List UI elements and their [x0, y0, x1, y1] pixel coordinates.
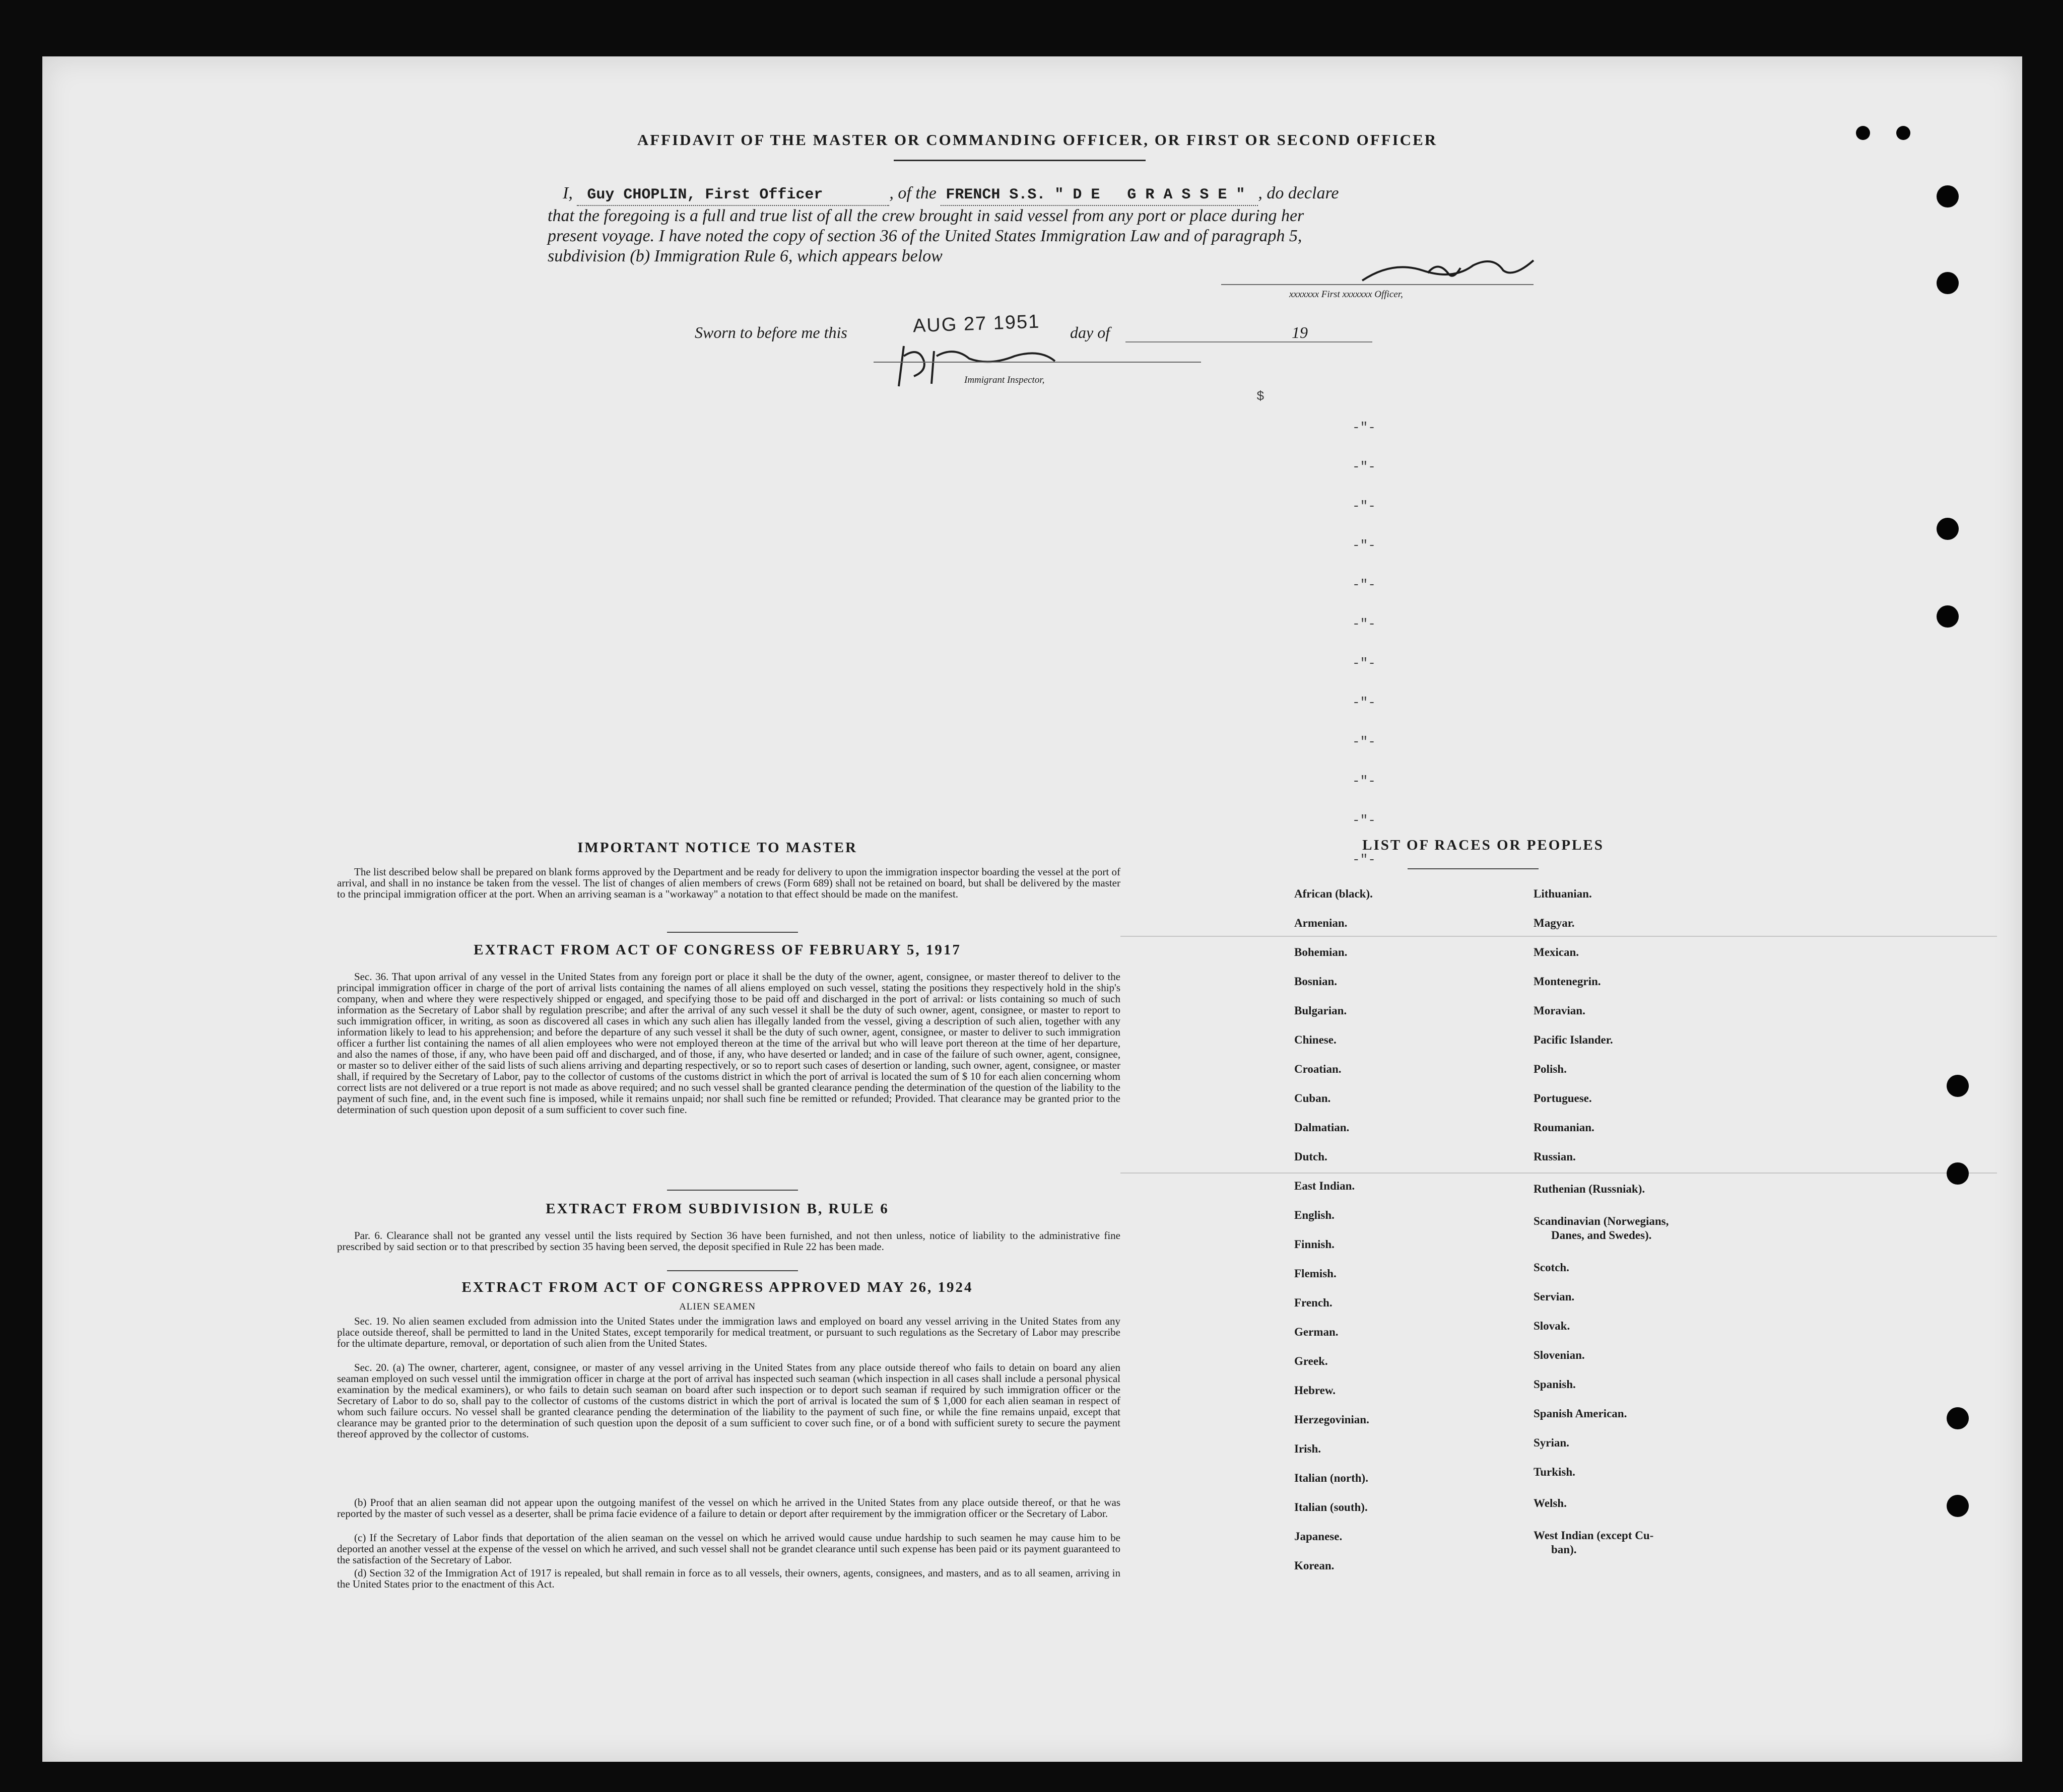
race-item: Cuban.	[1294, 1092, 1331, 1105]
punch-hole	[1947, 1075, 1969, 1097]
race-item: Finnish.	[1294, 1238, 1335, 1251]
notice-text: The list described below shall be prepared on blank forms approved by the Department and be ready for delivery to upon the immigration inspector boarding the vessel at the port of arrival, and shall in no instance be taken from the vessel. The list of changes of alien members of crews (Form 689) shall not be retained on board, but shall be delivered by the master to the principal immigration officer at the port. When an arriving seaman is a "workaway" a notation to that effect should be made on the manifest.	[337, 866, 1120, 900]
race-item: French.	[1294, 1296, 1333, 1309]
race-item: Lithuanian.	[1534, 887, 1592, 900]
section-divider	[667, 1190, 798, 1191]
affidavit-title: AFFIDAVIT OF THE MASTER OR COMMANDING OFFICER, OR FIRST OR SECOND OFFICER	[637, 131, 1438, 149]
ditto-mark: -"-	[1352, 459, 1376, 474]
month-blank	[1125, 341, 1317, 342]
inspector-caption: Immigrant Inspector,	[964, 375, 1045, 385]
race-item: Hebrew.	[1294, 1384, 1336, 1397]
race-item: Croatian.	[1294, 1063, 1342, 1075]
race-item: Slovenian.	[1534, 1349, 1585, 1361]
race-item: Italian (north).	[1294, 1472, 1368, 1484]
punch-hole	[1937, 185, 1959, 208]
race-item: ban).	[1551, 1543, 1577, 1556]
punch-hole	[1947, 1407, 1969, 1429]
race-item: Portuguese.	[1534, 1092, 1592, 1105]
punch-hole	[1856, 126, 1870, 140]
rule6-title: EXTRACT FROM SUBDIVISION B, RULE 6	[546, 1201, 889, 1217]
race-item: Russian.	[1534, 1150, 1576, 1163]
race-item: Scandinavian (Norwegians,	[1534, 1215, 1669, 1227]
ditto-mark: -"-	[1352, 695, 1376, 710]
punch-hole	[1947, 1495, 1969, 1517]
punch-hole	[1947, 1162, 1969, 1185]
inspector-signature-line	[874, 362, 1201, 363]
alien-seamen-subtitle: ALIEN SEAMEN	[679, 1301, 756, 1312]
race-item: Japanese.	[1294, 1530, 1343, 1543]
sworn-text: Sworn to before me this	[695, 323, 847, 341]
race-item: Servian.	[1534, 1290, 1575, 1303]
ditto-mark: -"-	[1352, 734, 1376, 749]
punch-hole	[1937, 518, 1959, 540]
declaration-do-declare: , do declare	[1258, 184, 1339, 202]
title-underline	[894, 160, 1146, 161]
punch-hole	[1896, 126, 1910, 140]
race-item: Greek.	[1294, 1355, 1328, 1367]
declaration-line-4: subdivision (b) Immigration Rule 6, which appears below	[548, 247, 943, 265]
race-item: Danes, and Swedes).	[1551, 1229, 1652, 1242]
races-title-underline	[1408, 868, 1539, 869]
manifest-sheet	[42, 56, 2022, 1762]
declaration-pronoun: I,	[563, 184, 573, 202]
year-prefix: 19	[1292, 323, 1308, 341]
extract-1917-title: EXTRACT FROM ACT OF CONGRESS OF FEBRUARY 5, 1917	[474, 942, 961, 958]
race-item: Irish.	[1294, 1442, 1321, 1455]
bleed-through-header	[365, 87, 1725, 107]
sec20b-text: (b) Proof that an alien seaman did not appear upon the outgoing manifest of the vessel on which he arrived in the United States from any place outside thereof, or that he was reported by the master of such vessel as a deserter, shall be prima facie evidence of a failure to detain or deport after requirement by the immigration officer or the Secretary of Labor.	[337, 1496, 1120, 1520]
year-blank	[1312, 341, 1372, 342]
ditto-mark: -"-	[1352, 616, 1376, 632]
punch-hole	[1937, 272, 1959, 294]
day-of-text: day of	[1070, 323, 1110, 341]
race-item: Spanish American.	[1534, 1407, 1627, 1420]
race-item: Pacific Islander.	[1534, 1033, 1613, 1046]
race-item: Welsh.	[1534, 1497, 1567, 1509]
section-divider	[667, 932, 798, 933]
race-item: German.	[1294, 1326, 1339, 1338]
ditto-mark: -"-	[1352, 774, 1376, 789]
fold-line	[1120, 936, 1997, 937]
punch-hole	[1937, 605, 1959, 628]
race-item: Magyar.	[1534, 917, 1575, 929]
race-item: East Indian.	[1294, 1180, 1355, 1192]
declaration-of-the: , of the	[889, 184, 937, 202]
ditto-mark: -"-	[1352, 813, 1376, 828]
race-item: Polish.	[1534, 1063, 1567, 1075]
race-item: Italian (south).	[1294, 1501, 1368, 1513]
race-item: Dalmatian.	[1294, 1121, 1350, 1134]
dollar-mark: $	[1256, 389, 1265, 404]
race-item: West Indian (except Cu-	[1534, 1529, 1654, 1542]
extract-1917-text: Sec. 36. That upon arrival of any vessel in the United States from any foreign port or place it shall be the duty of the owner, agent, consignee, or master thereof to deliver to the principal immigration officer in charge of the port of arrival lists containing the names of all aliens employed on such vessel, stating the positions they respectively hold in the ship's company, when and where they were respectively shipped or engaged, and specifying those to be paid off and discharged in the port of arrival: or lists containing so much of such information as the Secretary of Labor shall by regulation prescribe; and after the arrival of any such vessel it shall be the duty of such owner, agent, consignee, or master to report to such immigration officer, in writing, as soon as discovered all cases in which any such alien has illegally landed from the vessel, giving a description of such alien, together with any information likely to lead to his apprehension; and before the departure of any such vessel it shall be the duty of such owner, agent, consignee, or master to deliver to such immigration officer a further list containing the names of all alien employees who were not employed thereon at the time of the arrival but who will leave port thereon at the time of her departure, and also the names of those, if any, who have been paid off and discharged, and of those, if any, who have deserted or landed; and in case of the failure of such owner, agent, consignee, or master so to deliver either of the said lists of such aliens arriving and departing respectively, or so to report such cases of desertion or landing, such owner, agent, consignee, or master shall, if required by the Secretary of Labor, pay to the collector of customs of the customs district in which the port of arrival is located the sum of $ 10 for each alien concerning whom correct lists are not delivered or a true report is not made as above required; and no such vessel shall be granted clearance pending the determination of the question of the liability to the payment of such fine, and, in the event such fine is imposed, while it remains unpaid; nor shall such fine be remitted or refunded; Provided. That clearance may be granted prior to the determination of such question upon deposit of a sum sufficient to cover such fine.	[337, 971, 1120, 1116]
race-item: Ruthenian (Russniak).	[1534, 1183, 1645, 1195]
extract-1924-title: EXTRACT FROM ACT OF CONGRESS APPROVED MAY 26, 1924	[461, 1279, 973, 1295]
race-item: Dutch.	[1294, 1150, 1327, 1163]
race-item: Montenegrin.	[1534, 975, 1601, 988]
race-item: Mexican.	[1534, 946, 1579, 958]
declaration-line-3: present voyage. I have noted the copy of section 36 of the United States Immigration Law and of paragraph 5,	[548, 227, 1302, 245]
declaration-line-1	[548, 183, 1545, 206]
rule6-text: Par. 6. Clearance shall not be granted any vessel until the lists required by Section 36 have been furnished, and not then unless, notice of liability to the administrative fine prescribed by said section or to that prescribed by section 35 having been served, the deposit specified in Rule 22 has been made.	[337, 1229, 1120, 1253]
race-item: English.	[1294, 1209, 1335, 1221]
race-item: Flemish.	[1294, 1267, 1337, 1280]
officer-caption: xxxxxxx First xxxxxxx Officer,	[1289, 289, 1403, 300]
race-item: African (black).	[1294, 887, 1373, 900]
section-divider	[667, 1270, 798, 1271]
officer-name-field: Guy CHOPLIN, First Officer	[577, 185, 889, 206]
race-item: Armenian.	[1294, 917, 1348, 929]
vessel-name-field: FRENCH S.S. " D E G R A S S E "	[941, 185, 1258, 206]
declaration-line-2: that the foregoing is a full and true list of all the crew brought in said vessel from any port or place during her	[548, 206, 1304, 225]
race-item: Slovak.	[1534, 1320, 1570, 1332]
race-item: Scotch.	[1534, 1261, 1569, 1274]
date-stamp: AUG 27 1951	[912, 311, 1040, 337]
ditto-mark: -"-	[1352, 538, 1376, 553]
race-item: Bulgarian.	[1294, 1004, 1347, 1017]
race-item: Bohemian.	[1294, 946, 1348, 958]
sec20a-text: Sec. 20. (a) The owner, charterer, agent, consignee, or master of any vessel arriving in the United States from any place outside thereof who fails to detain on board any alien seaman employed on such vessel until the immigration officer in charge at the port of arrival has inspected such seaman (which inspection in all cases shall include a personal physical examination by the medical examiners), or who fails to detain such seaman on board after such inspection or to deport such seaman if required by such immigration officer or the Secretary of Labor to do so, shall pay to the collector of customs of the customs district in which the port of arrival is located the sum of $ 1,000 for each alien seaman in respect of whom such failure occurs. No vessel shall be granted clearance pending the determination of the liability to the payment of such fine, or while the fine remains unpaid, except that clearance may be granted prior to the determination of such question upon the deposit of a sum sufficient to cover such fine, or of a bond with sufficient surety to secure the payment thereof approved by the collector of customs.	[337, 1361, 1120, 1440]
race-item: Herzegovinian.	[1294, 1413, 1369, 1426]
race-item: Bosnian.	[1294, 975, 1338, 988]
races-title: LIST OF RACES OR PEOPLES	[1362, 837, 1604, 853]
ditto-mark: -"-	[1352, 499, 1376, 514]
race-item: Roumanian.	[1534, 1121, 1594, 1134]
ditto-mark: -"-	[1352, 577, 1376, 592]
sec20c-text: (c) If the Secretary of Labor finds that deportation of the alien seaman on the vessel on which he arrived would cause undue hardship to such seamen he may cause him to be deported an another vessel at the expense of the vessel on which he arrived, and such vessel shall not be grandet clearance until such expense has been paid or its payment guaranteed to the satisfaction of the Secretary of Labor.	[337, 1532, 1120, 1566]
race-item: Turkish.	[1534, 1466, 1575, 1478]
ditto-mark: -"-	[1352, 852, 1376, 867]
notice-title: IMPORTANT NOTICE TO MASTER	[577, 840, 857, 856]
race-item: Syrian.	[1534, 1436, 1569, 1449]
race-item: Moravian.	[1534, 1004, 1585, 1017]
race-item: Korean.	[1294, 1559, 1335, 1572]
ditto-mark: -"-	[1352, 420, 1376, 435]
race-item: Spanish.	[1534, 1378, 1576, 1391]
fold-line	[1120, 1173, 1997, 1174]
officer-signature-line	[1221, 284, 1534, 285]
race-item: Chinese.	[1294, 1033, 1337, 1046]
sec19-text: Sec. 19. No alien seamen excluded from admission into the United States under the immigration laws and employed on board any vessel arriving in the United States from any place outside thereof, shall be permitted to land in the United States, except temporarily for medical treatment, or pursuant to such regulations as the Secretary of Labor may prescribe for the ultimate departure, removal, or deportation of such alien from the United States.	[337, 1315, 1120, 1349]
sec20d-text: (d) Section 32 of the Immigration Act of 1917 is repealed, but shall remain in force as to all vessels, their owners, agents, consignees, and masters, and as to all seamen, arriving in the United States prior to the enactment of this Act.	[337, 1567, 1120, 1590]
ditto-mark: -"-	[1352, 656, 1376, 671]
